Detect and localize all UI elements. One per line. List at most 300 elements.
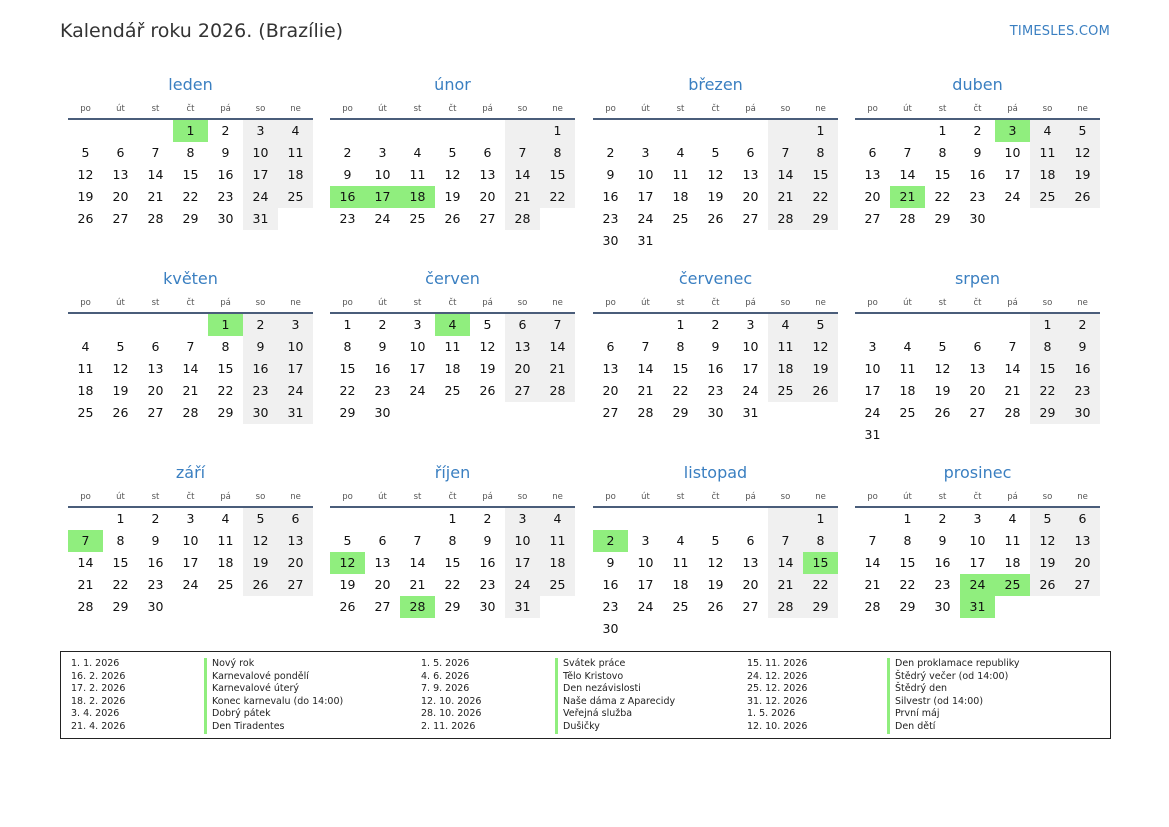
day: 5 [243, 508, 278, 530]
day: 7 [868, 533, 877, 548]
weekday-label: so [517, 104, 528, 114]
holiday-day: 12 [330, 552, 365, 574]
day: 25 [278, 186, 313, 208]
day: 29 [803, 208, 838, 230]
empty-cell [733, 120, 768, 142]
day: 18 [768, 358, 803, 380]
empty-cell [960, 314, 995, 336]
day: 15 [540, 164, 575, 186]
legend-date: 25. 12. 2026 [747, 683, 808, 695]
day: 6 [746, 533, 755, 548]
month-name: červen [425, 269, 480, 288]
legend-date: 12. 10. 2026 [421, 695, 482, 707]
day: 30 [1065, 402, 1100, 424]
day: 4 [1008, 511, 1017, 526]
day: 10 [505, 530, 540, 552]
day: 4 [676, 145, 685, 160]
day: 30 [479, 599, 496, 614]
day: 25 [1030, 186, 1065, 208]
weekday-label: st [413, 492, 422, 502]
day: 9 [938, 533, 947, 548]
brand-link[interactable]: TIMESLES.COM [1009, 24, 1110, 39]
day: 13 [969, 361, 986, 376]
day: 13 [742, 167, 759, 182]
legend-date: 21. 4. 2026 [71, 720, 126, 732]
weekday-label: po [80, 104, 91, 114]
day: 16 [602, 189, 619, 204]
day: 26 [243, 574, 278, 596]
day: 26 [77, 211, 94, 226]
day: 12 [479, 339, 496, 354]
month-prosinec [855, 460, 1100, 618]
empty-cell [330, 508, 365, 530]
holiday-day: 4 [435, 314, 470, 336]
weekday-header [330, 292, 575, 314]
day: 9 [1065, 336, 1100, 358]
day: 10 [409, 339, 426, 354]
day: 27 [278, 574, 313, 596]
weekday-label: pá [745, 298, 756, 308]
day: 2 [1065, 314, 1100, 336]
empty-cell [628, 314, 663, 336]
day: 18 [899, 383, 916, 398]
weekday-label: út [903, 104, 912, 114]
day: 29 [444, 599, 461, 614]
day: 20 [505, 358, 540, 380]
day: 24 [409, 383, 426, 398]
day: 3 [378, 145, 387, 160]
day: 6 [1065, 508, 1100, 530]
day: 20 [147, 383, 164, 398]
empty-cell [768, 508, 803, 530]
day: 24 [182, 577, 199, 592]
legend-holiday-name: Dobrý pátek [204, 708, 343, 721]
empty-cell [68, 508, 103, 530]
day: 28 [768, 596, 803, 618]
day: 13 [278, 530, 313, 552]
day: 15 [444, 555, 461, 570]
holiday-day: 2 [593, 530, 628, 552]
month-červenec [593, 266, 838, 424]
weekday-label: st [676, 104, 685, 114]
weekday-label: út [116, 298, 125, 308]
weekday-header [330, 98, 575, 120]
day: 7 [413, 533, 422, 548]
day: 17 [742, 361, 759, 376]
day: 9 [243, 336, 278, 358]
legend-date: 24. 12. 2026 [747, 670, 808, 682]
weekday-header [855, 292, 1100, 314]
month-name: duben [952, 75, 1003, 94]
day: 13 [1065, 530, 1100, 552]
empty-cell [505, 120, 540, 142]
day: 12 [934, 361, 951, 376]
day: 31 [243, 208, 278, 230]
day-grid [593, 314, 838, 424]
day: 20 [742, 577, 759, 592]
day: 5 [1065, 120, 1100, 142]
day: 13 [602, 361, 619, 376]
day-grid [330, 508, 575, 618]
legend-date: 3. 4. 2026 [71, 708, 120, 720]
day: 12 [1030, 530, 1065, 552]
empty-cell [103, 120, 138, 142]
day: 6 [116, 145, 125, 160]
day: 1 [448, 511, 457, 526]
day: 25 [77, 405, 94, 420]
day: 6 [278, 508, 313, 530]
day: 7 [151, 145, 160, 160]
day: 19 [1030, 552, 1065, 574]
day: 8 [1030, 336, 1065, 358]
day-grid [593, 508, 838, 640]
weekday-label: pá [220, 298, 231, 308]
day: 11 [1030, 142, 1065, 164]
day: 22 [444, 577, 461, 592]
legend-holiday-name: První máj [887, 708, 1020, 721]
day: 14 [182, 361, 199, 376]
weekday-label: so [1042, 104, 1053, 114]
weekday-label: so [1042, 298, 1053, 308]
day: 19 [444, 189, 461, 204]
day: 25 [217, 577, 234, 592]
day: 14 [409, 555, 426, 570]
weekday-label: st [676, 298, 685, 308]
day: 22 [217, 383, 234, 398]
day: 30 [969, 211, 986, 226]
legend-holiday-name: Tělo Kristovo [555, 671, 675, 684]
day: 28 [505, 208, 540, 230]
weekday-label: pá [220, 104, 231, 114]
empty-cell [698, 120, 733, 142]
day: 30 [602, 233, 619, 248]
day: 15 [1030, 358, 1065, 380]
day: 6 [378, 533, 387, 548]
month-name: leden [168, 75, 213, 94]
day: 22 [803, 574, 838, 596]
legend-holiday-name: Den proklamace republiky [887, 658, 1020, 671]
weekday-label: ne [815, 104, 826, 114]
day: 17 [1004, 167, 1021, 182]
day: 25 [672, 211, 689, 226]
weekday-label: út [116, 492, 125, 502]
month-name: květen [163, 269, 218, 288]
day: 16 [934, 555, 951, 570]
day: 27 [147, 405, 164, 420]
weekday-label: pá [482, 298, 493, 308]
day: 29 [899, 599, 916, 614]
day: 5 [81, 145, 90, 160]
day: 16 [479, 555, 496, 570]
empty-cell [68, 120, 103, 142]
weekday-label: so [780, 492, 791, 502]
day: 23 [969, 189, 986, 204]
day: 20 [969, 383, 986, 398]
day: 26 [803, 380, 838, 402]
month-name: březen [688, 75, 743, 94]
day: 30 [707, 405, 724, 420]
legend-date: 16. 2. 2026 [71, 670, 126, 682]
day: 9 [711, 339, 720, 354]
holiday-day: 31 [960, 596, 995, 618]
holiday-day: 25 [995, 574, 1030, 596]
day: 30 [602, 621, 619, 636]
day: 10 [637, 555, 654, 570]
day: 17 [243, 164, 278, 186]
day: 29 [803, 596, 838, 618]
legend-date: 1. 1. 2026 [71, 658, 120, 669]
month-name: listopad [683, 463, 748, 482]
day: 16 [1065, 358, 1100, 380]
day: 24 [864, 405, 881, 420]
day: 26 [479, 383, 496, 398]
day: 7 [186, 339, 195, 354]
empty-cell [855, 314, 890, 336]
weekday-label: čt [186, 492, 195, 502]
day: 22 [540, 186, 575, 208]
day: 16 [243, 358, 278, 380]
day: 29 [182, 211, 199, 226]
day: 18 [278, 164, 313, 186]
day: 31 [505, 596, 540, 618]
day: 17 [505, 552, 540, 574]
day: 14 [899, 167, 916, 182]
day: 10 [1004, 145, 1021, 160]
day: 8 [676, 339, 685, 354]
weekday-label: út [641, 492, 650, 502]
day: 21 [540, 358, 575, 380]
day: 21 [182, 383, 199, 398]
day-grid [68, 120, 313, 230]
legend-names-column [555, 658, 675, 734]
day: 3 [505, 508, 540, 530]
weekday-label: so [517, 492, 528, 502]
day: 16 [969, 167, 986, 182]
month-listopad [593, 460, 838, 640]
day: 18 [1030, 164, 1065, 186]
weekday-label: pá [482, 492, 493, 502]
day: 9 [343, 167, 352, 182]
holiday-day: 17 [365, 186, 400, 208]
month-červen [330, 266, 575, 424]
day: 6 [483, 145, 492, 160]
day: 7 [540, 314, 575, 336]
day: 26 [707, 211, 724, 226]
day: 22 [934, 189, 951, 204]
weekday-header [593, 292, 838, 314]
day: 1 [803, 120, 838, 142]
legend-holiday-name: Štědrý den [887, 683, 1020, 696]
day: 2 [378, 317, 387, 332]
day: 21 [1004, 383, 1021, 398]
day: 13 [742, 555, 759, 570]
weekday-label: ne [290, 104, 301, 114]
month-únor [330, 72, 575, 230]
day: 2 [221, 123, 230, 138]
empty-cell [628, 508, 663, 530]
holiday-legend [60, 651, 1111, 739]
day: 30 [147, 599, 164, 614]
day-grid [593, 120, 838, 252]
day: 9 [606, 555, 615, 570]
day-grid [68, 314, 313, 424]
day: 27 [479, 211, 496, 226]
weekday-label: po [605, 298, 616, 308]
day: 10 [243, 142, 278, 164]
empty-cell [925, 314, 960, 336]
weekday-header [593, 98, 838, 120]
day: 19 [803, 358, 838, 380]
day: 23 [707, 383, 724, 398]
day: 10 [864, 361, 881, 376]
day: 23 [602, 211, 619, 226]
weekday-label: pá [1007, 298, 1018, 308]
day: 30 [934, 599, 951, 614]
day: 26 [707, 599, 724, 614]
legend-holiday-name: Konec karnevalu (do 14:00) [204, 696, 343, 709]
day: 19 [707, 577, 724, 592]
day: 1 [938, 123, 947, 138]
day: 28 [768, 208, 803, 230]
day: 22 [672, 383, 689, 398]
legend-date: 1. 5. 2026 [747, 708, 796, 720]
day: 17 [182, 555, 199, 570]
month-name: září [175, 463, 206, 482]
day: 9 [483, 533, 492, 548]
day: 6 [746, 145, 755, 160]
holiday-day: 7 [68, 530, 103, 552]
empty-cell [663, 120, 698, 142]
day: 25 [899, 405, 916, 420]
day: 5 [711, 145, 720, 160]
empty-cell [890, 314, 925, 336]
weekday-label: ne [815, 298, 826, 308]
day: 5 [1030, 508, 1065, 530]
day: 22 [339, 383, 356, 398]
weekday-label: po [867, 298, 878, 308]
weekday-label: po [342, 492, 353, 502]
weekday-label: út [903, 492, 912, 502]
legend-date: 2. 11. 2026 [421, 720, 476, 732]
day: 19 [112, 383, 129, 398]
empty-cell [995, 314, 1030, 336]
day: 12 [444, 167, 461, 182]
day: 13 [147, 361, 164, 376]
weekday-label: čt [186, 104, 195, 114]
month-srpen [855, 266, 1100, 446]
day: 22 [803, 186, 838, 208]
day: 21 [768, 574, 803, 596]
day: 25 [409, 211, 426, 226]
day: 14 [77, 555, 94, 570]
weekday-label: st [413, 298, 422, 308]
day: 9 [973, 145, 982, 160]
weekday-label: ne [815, 492, 826, 502]
day: 15 [899, 555, 916, 570]
day: 29 [112, 599, 129, 614]
day: 4 [1030, 120, 1065, 142]
day: 12 [243, 530, 278, 552]
day: 7 [505, 142, 540, 164]
day: 10 [374, 167, 391, 182]
day: 14 [505, 164, 540, 186]
month-říjen [330, 460, 575, 618]
weekday-label: po [605, 492, 616, 502]
day: 1 [803, 508, 838, 530]
empty-cell [365, 120, 400, 142]
day: 21 [77, 577, 94, 592]
day: 17 [637, 189, 654, 204]
day: 24 [637, 211, 654, 226]
day: 14 [768, 552, 803, 574]
weekday-label: ne [1077, 298, 1088, 308]
day: 29 [1030, 402, 1065, 424]
day: 5 [116, 339, 125, 354]
day: 4 [540, 508, 575, 530]
weekday-label: pá [1007, 492, 1018, 502]
month-name: únor [434, 75, 471, 94]
empty-cell [855, 508, 890, 530]
legend-date: 17. 2. 2026 [71, 683, 126, 695]
empty-cell [173, 314, 208, 336]
day: 6 [973, 339, 982, 354]
day: 21 [864, 577, 881, 592]
day: 26 [1065, 186, 1100, 208]
day: 11 [217, 533, 234, 548]
month-name: říjen [434, 463, 471, 482]
day: 27 [602, 405, 619, 420]
day: 15 [182, 167, 199, 182]
month-duben [855, 72, 1100, 230]
weekday-label: po [605, 104, 616, 114]
empty-cell [138, 314, 173, 336]
day: 1 [1030, 314, 1065, 336]
day: 24 [278, 380, 313, 402]
day: 15 [112, 555, 129, 570]
day: 14 [637, 361, 654, 376]
weekday-label: út [641, 104, 650, 114]
legend-date: 7. 9. 2026 [421, 683, 470, 695]
day: 20 [1065, 552, 1100, 574]
empty-cell [330, 120, 365, 142]
month-září [68, 460, 313, 618]
day: 23 [147, 577, 164, 592]
day: 10 [278, 336, 313, 358]
day-grid [68, 508, 313, 618]
holiday-day: 21 [890, 186, 925, 208]
holiday-day: 1 [208, 314, 243, 336]
day: 2 [606, 145, 615, 160]
day: 9 [151, 533, 160, 548]
day: 19 [479, 361, 496, 376]
page-title: Kalendář roku 2026. (Brazílie) [60, 20, 344, 42]
day: 14 [864, 555, 881, 570]
day: 19 [1065, 164, 1100, 186]
day: 20 [112, 189, 129, 204]
day: 1 [343, 317, 352, 332]
day: 31 [742, 405, 759, 420]
empty-cell [400, 120, 435, 142]
day: 20 [742, 189, 759, 204]
weekday-label: po [80, 298, 91, 308]
day: 11 [1004, 533, 1021, 548]
day: 6 [151, 339, 160, 354]
day: 8 [903, 533, 912, 548]
holiday-day: 1 [173, 120, 208, 142]
day: 18 [1004, 555, 1021, 570]
weekday-label: so [780, 298, 791, 308]
weekday-header [68, 98, 313, 120]
